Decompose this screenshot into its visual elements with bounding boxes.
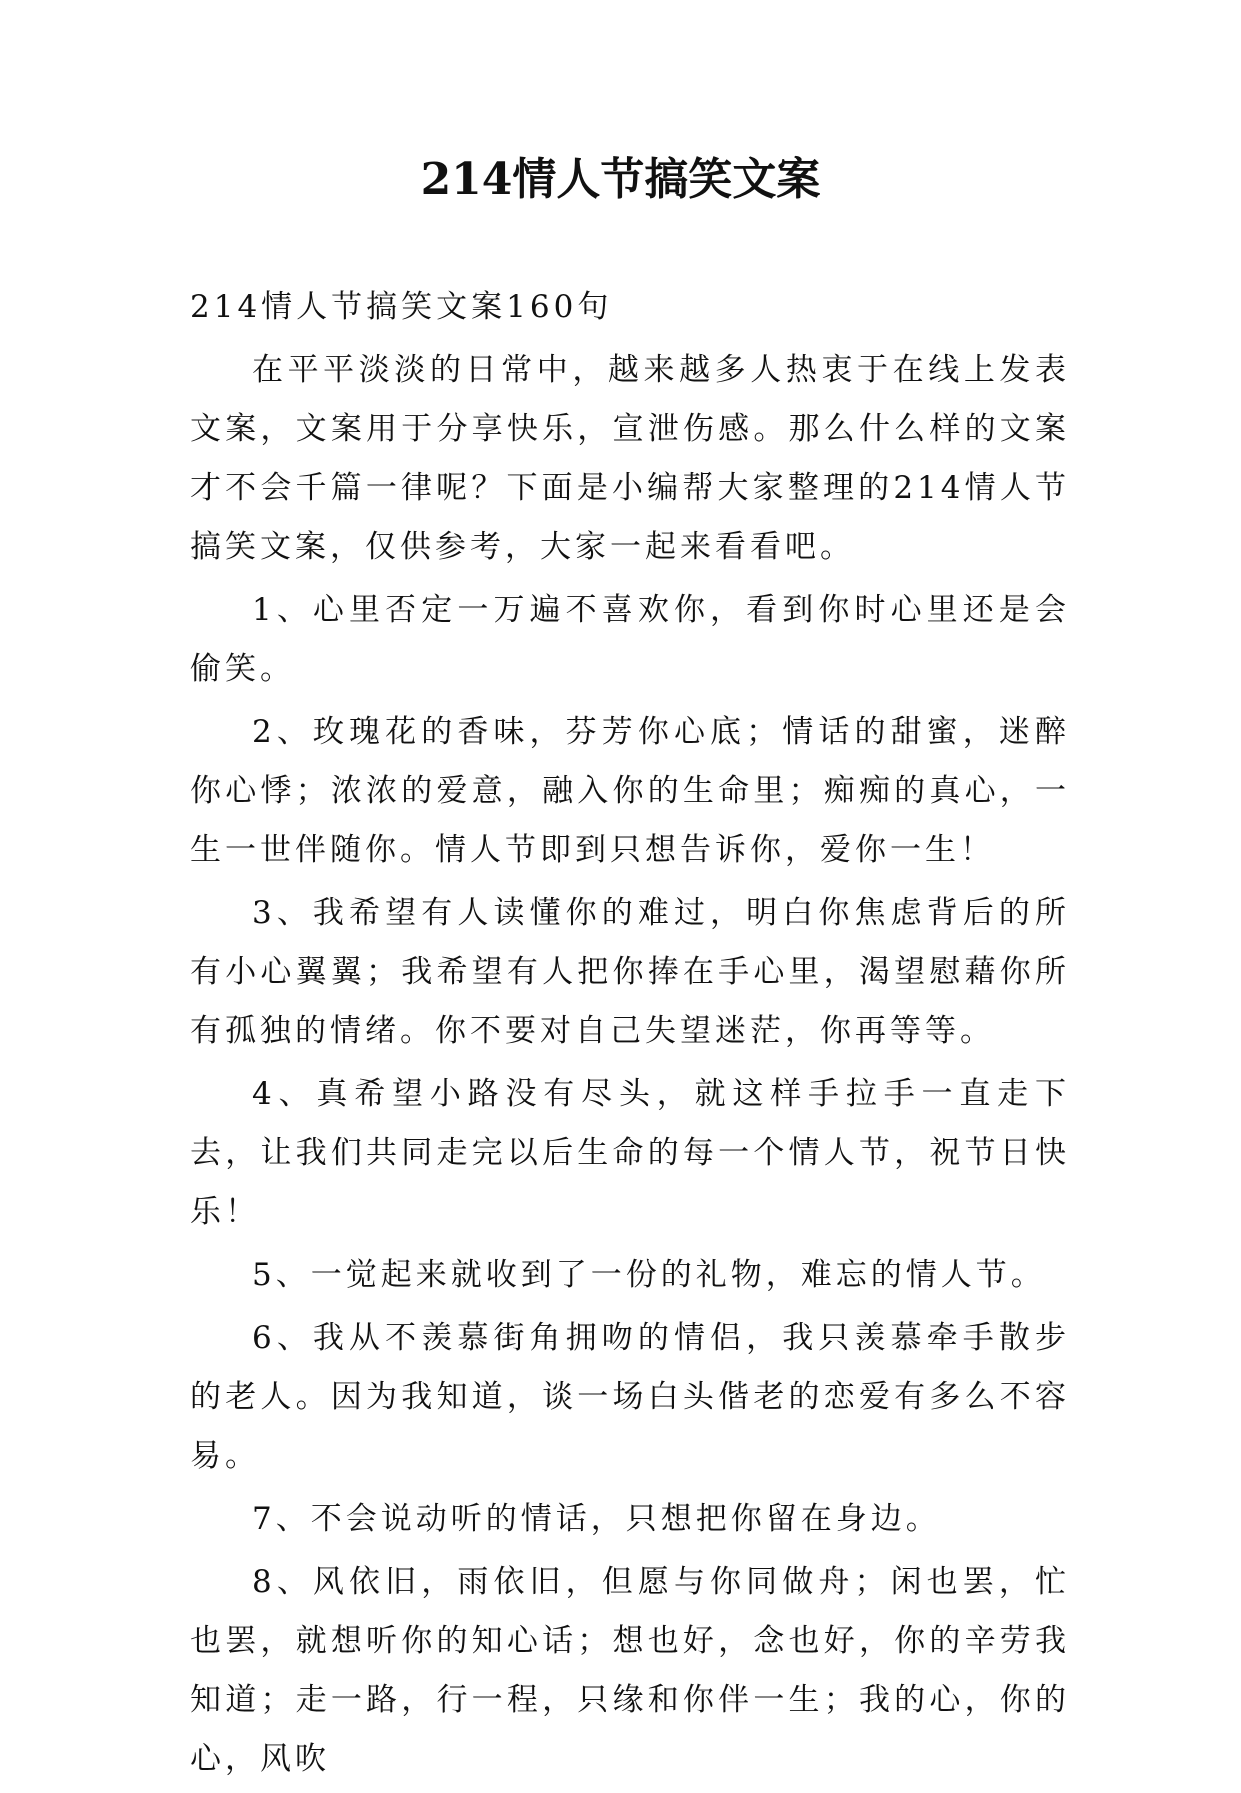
- list-item-6: 6、我从不羡慕街角拥吻的情侣，我只羡慕牵手散步的老人。因为我知道，谈一场白头偕老的恋爱有多么不容易。: [190, 1320, 1070, 1474]
- list-item-3: 3、我希望有人读懂你的难过，明白你焦虑背后的所有小心翼翼；我希望有人把你捧在手心里，渴望慰藉你所有孤独的情绪。你不要对自己失望迷茫，你再等等。: [190, 895, 1070, 1049]
- list-item-5: 5、一觉起来就收到了一份的礼物，难忘的情人节。: [252, 1257, 1046, 1293]
- list-item-7: 7、不会说动听的情话，只想把你留在身边。: [252, 1501, 941, 1537]
- intro-paragraph: 在平平淡淡的日常中，越来越多人热衷于在线上发表文案，文案用于分享快乐，宣泄伤感。那么什么样的文案才不会千篇一律呢？下面是小编帮大家整理的214情人节搞笑文案，仅供参考，大家一起来看看吧。: [190, 352, 1070, 565]
- list-item-1: 1、心里否定一万遍不喜欢你，看到你时心里还是会偷笑。: [190, 592, 1070, 687]
- document-body: [190, 278, 1070, 1793]
- document-title: 214情人节搞笑文案: [420, 154, 821, 205]
- list-item-4: 4、真希望小路没有尽头，就这样手拉手一直走下去，让我们共同走完以后生命的每一个情人节，祝节日快乐！: [190, 1076, 1070, 1230]
- list-item-2: 2、玫瑰花的香味，芬芳你心底；情话的甜蜜，迷醉你心悸；浓浓的爱意，融入你的生命里；痴痴的真心，一生一世伴随你。情人节即到只想告诉你，爱你一生！: [190, 714, 1070, 868]
- list-item-8: 8、风依旧，雨依旧，但愿与你同做舟；闲也罢，忙也罢，就想听你的知心话；想也好，念也好，你的辛劳我知道；走一路，行一程，只缘和你伴一生；我的心，你的心，风吹: [190, 1564, 1070, 1777]
- document-subtitle: 214情人节搞笑文案160句: [190, 289, 613, 325]
